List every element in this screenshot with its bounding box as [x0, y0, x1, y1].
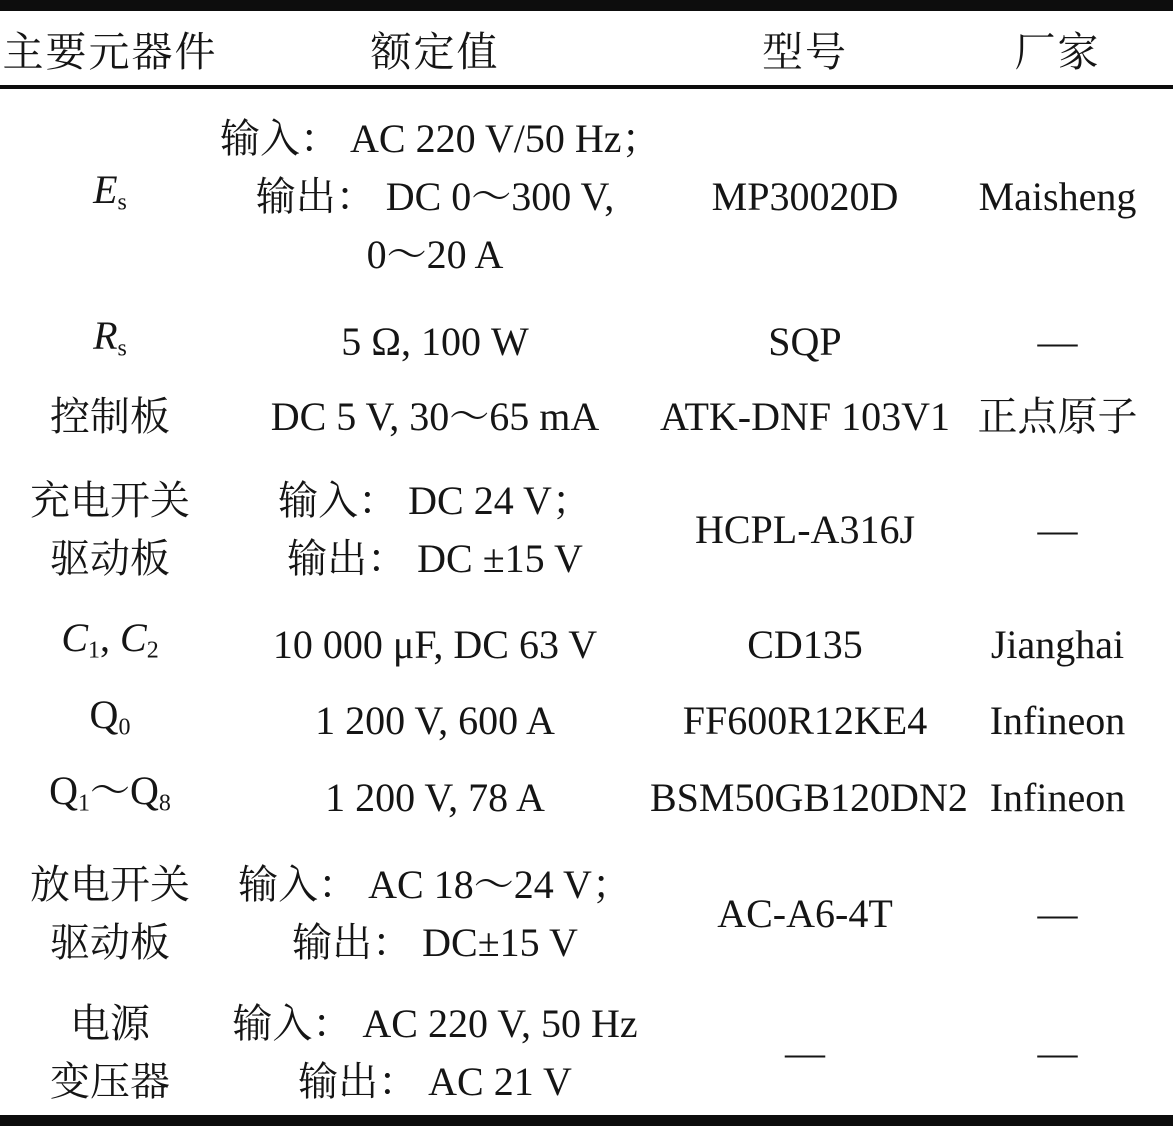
rating-line: 输入： AC 220 V/50 Hz；	[220, 115, 662, 161]
component-cell	[0, 836, 220, 991]
rating-line: 10 000 μF, DC 63 V	[272, 621, 598, 667]
model-text: FF600R12KE4	[682, 698, 928, 743]
rating-cell	[220, 991, 650, 1121]
rating-cell	[220, 836, 650, 991]
manufacturer-text: Jianghai	[990, 621, 1125, 667]
table-row	[0, 454, 1173, 606]
col-header-component: 主要元器件	[0, 6, 220, 88]
model-cell	[650, 759, 968, 836]
rating-line: 5 Ω, 100 W	[341, 319, 529, 364]
manufacturer-text: Infineon	[989, 774, 1126, 820]
table-row	[0, 380, 1173, 454]
component-cell	[0, 380, 220, 454]
model-cell	[650, 87, 960, 304]
manufacturer-text: —	[1037, 507, 1078, 552]
component-line	[0, 686, 220, 757]
manufacturer-cell	[960, 87, 1173, 304]
manufacturer-text: 正点原子	[977, 394, 1138, 439]
manufacturer-cell	[960, 380, 1173, 454]
text-segment: E	[93, 167, 118, 213]
table-header	[0, 6, 1173, 88]
text-segment: C	[61, 615, 88, 661]
component-cell	[0, 454, 220, 606]
component-cell	[0, 304, 220, 380]
manufacturer-cell	[960, 454, 1173, 606]
rating-line: 1 200 V, 600 A	[315, 698, 555, 743]
model-text: BSM50GB120DN2	[650, 774, 968, 820]
rating-cell	[220, 759, 650, 836]
model-text: HCPL-A316J	[694, 507, 916, 552]
model-cell	[650, 304, 960, 380]
rating-cell	[220, 304, 650, 380]
component-line	[0, 609, 220, 680]
manufacturer-cell	[960, 836, 1173, 991]
model-cell	[650, 606, 960, 683]
component-cell	[0, 759, 220, 836]
text-segment: 1	[78, 790, 90, 817]
component-cell	[0, 683, 220, 759]
table-row	[0, 991, 1173, 1121]
model-cell	[650, 380, 960, 454]
text-segment: ,	[100, 615, 120, 661]
model-cell	[650, 836, 960, 991]
text-segment: R	[93, 312, 118, 358]
component-line	[0, 307, 220, 378]
manufacturer-text: Maisheng	[978, 173, 1137, 219]
manufacturer-cell	[960, 991, 1173, 1121]
rating-cell	[220, 380, 650, 454]
rating-cell	[220, 454, 650, 606]
text-segment: 电源	[70, 1001, 150, 1046]
rating-line: 输入： AC 18～24 V；	[238, 861, 632, 907]
text-segment: 控制板	[50, 394, 170, 439]
component-line	[0, 914, 220, 972]
manufacturer-cell	[960, 606, 1173, 683]
component-cell	[0, 87, 220, 304]
text-segment: 驱动板	[50, 536, 170, 581]
col-header-rating: 额定值	[220, 6, 650, 88]
rating-line: 输入： DC 24 V；	[278, 478, 592, 523]
manufacturer-cell	[960, 304, 1173, 380]
model-cell	[650, 683, 960, 759]
table-row	[0, 87, 1173, 304]
text-segment: 2	[146, 637, 159, 664]
model-text: MP30020D	[711, 173, 899, 219]
text-segment: C	[120, 615, 147, 661]
text-segment: Q	[130, 768, 159, 814]
rating-line: 0～20 A	[366, 231, 504, 277]
manufacturer-cell	[960, 683, 1173, 759]
component-line	[0, 161, 220, 232]
rating-line: 输出： AC 21 V	[298, 1059, 572, 1104]
component-line	[0, 1053, 220, 1111]
text-segment: 充电开关	[30, 478, 190, 523]
text-segment: 8	[158, 790, 171, 817]
rating-line: 输出： DC ±15 V	[287, 536, 583, 581]
component-line	[0, 530, 220, 588]
manufacturer-text: —	[1037, 319, 1078, 364]
text-segment: ～	[90, 768, 130, 814]
text-segment: 放电开关	[30, 861, 190, 907]
component-line	[0, 762, 220, 833]
header-row	[0, 6, 1173, 88]
model-text: SQP	[768, 319, 842, 364]
model-text: CD135	[747, 621, 863, 667]
manufacturer-text: Infineon	[989, 698, 1126, 743]
col-header-model: 型号	[650, 6, 960, 88]
text-segment: Q	[49, 768, 78, 814]
text-segment: Q	[89, 691, 119, 737]
rating-line: 输出： DC 0～300 V,	[255, 173, 615, 219]
model-text: —	[785, 1030, 825, 1075]
component-cell	[0, 991, 220, 1121]
rating-line: DC 5 V, 30～65 mA	[270, 394, 600, 439]
rating-line: 输出： DC±15 V	[292, 919, 578, 965]
model-text: ATK-DNF 103V1	[660, 394, 950, 439]
table-row	[0, 683, 1173, 759]
text-segment: 0	[118, 714, 131, 741]
text-segment: s	[117, 189, 127, 216]
component-line	[0, 472, 220, 530]
manufacturer-cell	[960, 759, 1173, 836]
text-segment: s	[117, 335, 127, 362]
rating-cell	[220, 87, 662, 304]
component-line	[0, 388, 220, 446]
text-segment: 变压器	[50, 1059, 170, 1104]
table-row	[0, 759, 1173, 836]
rating-cell	[220, 606, 650, 683]
rating-line: 1 200 V, 78 A	[325, 774, 545, 820]
text-segment: 1	[88, 637, 100, 664]
component-line	[0, 995, 220, 1053]
text-segment: 驱动板	[50, 919, 170, 965]
model-cell	[650, 991, 960, 1121]
rating-line: 输入： AC 220 V, 50 Hz	[232, 1001, 638, 1046]
manufacturer-text: —	[1037, 890, 1078, 936]
table-row	[0, 606, 1173, 683]
model-cell	[650, 454, 960, 606]
component-cell	[0, 606, 220, 683]
col-header-manufacturer: 厂家	[960, 6, 1173, 88]
table-row	[0, 304, 1173, 380]
component-line	[0, 856, 220, 914]
table-body	[0, 87, 1173, 1121]
rating-cell	[220, 683, 650, 759]
model-text: AC-A6-4T	[717, 890, 893, 936]
manufacturer-text: —	[1037, 1030, 1078, 1075]
table-row	[0, 836, 1173, 991]
